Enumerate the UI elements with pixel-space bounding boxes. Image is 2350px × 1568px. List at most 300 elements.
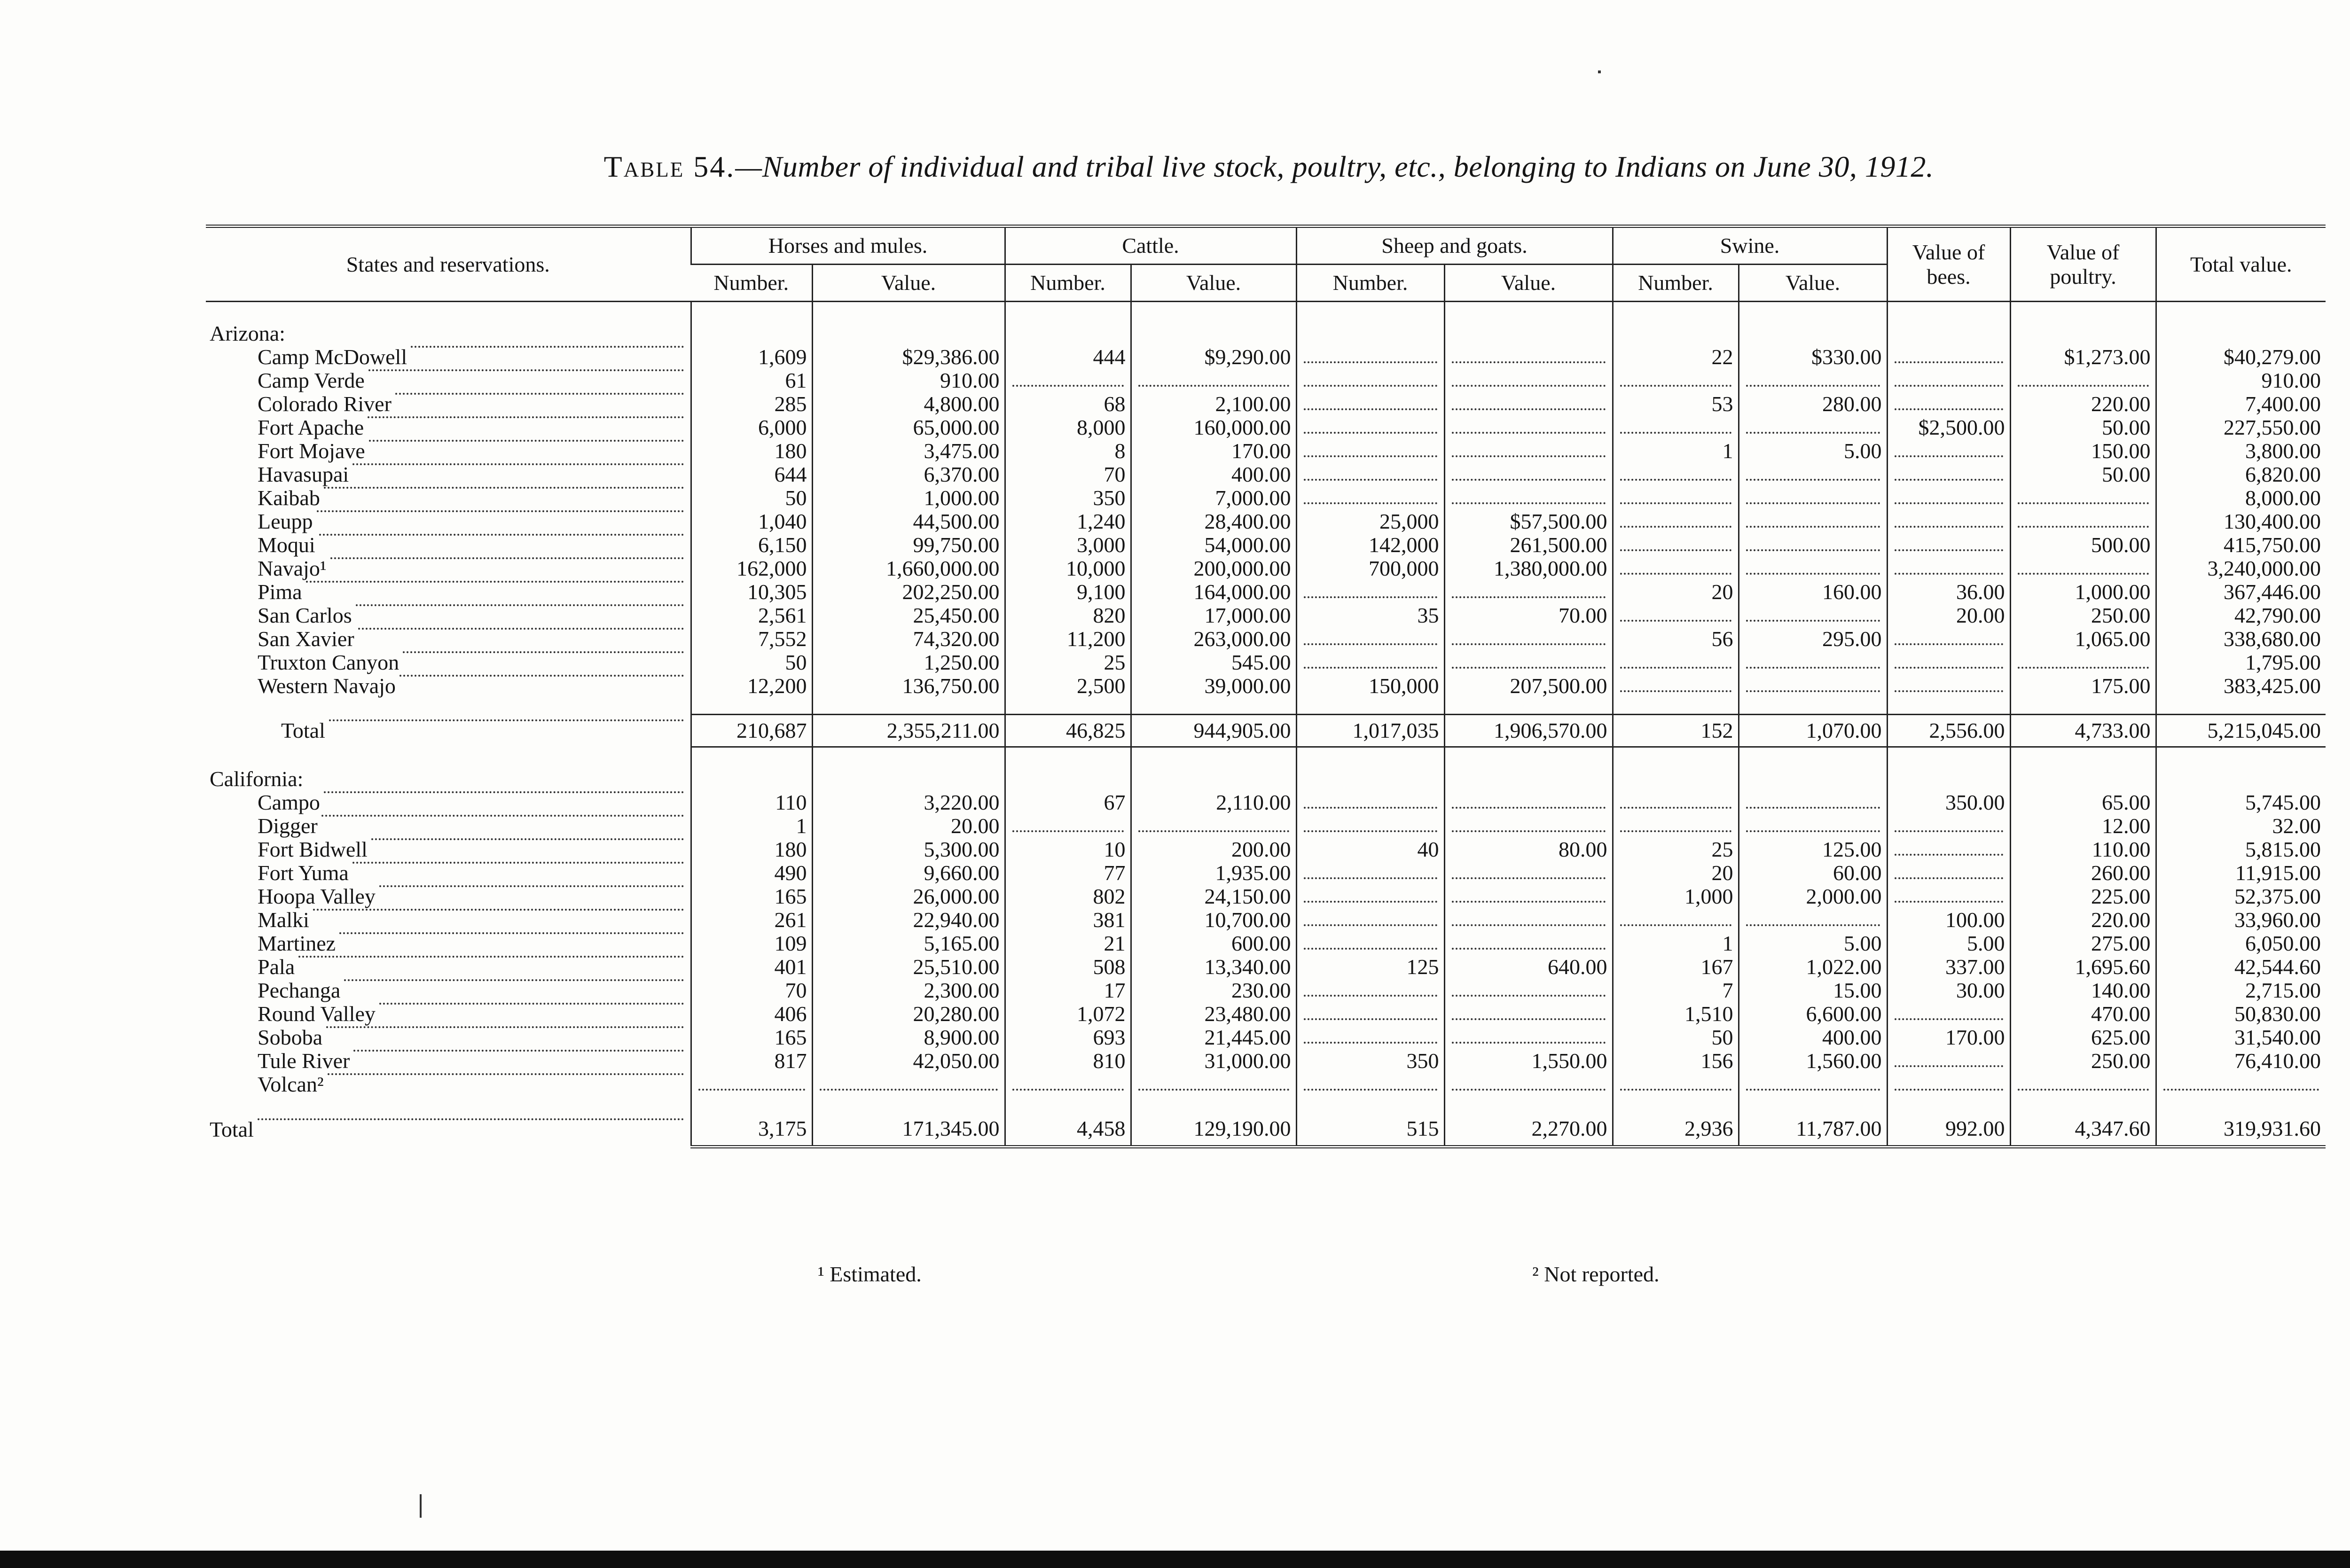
table-cell xyxy=(1444,463,1613,486)
empty-dots xyxy=(1012,830,1124,832)
table-cell xyxy=(1444,318,1613,345)
empty-dots xyxy=(1895,830,2003,832)
empty-dots xyxy=(1746,619,1880,622)
table-cell: 500.00 xyxy=(2010,533,2156,557)
row-label xyxy=(206,955,691,979)
leader-dots xyxy=(319,533,684,536)
table-cell: 80.00 xyxy=(1444,838,1613,861)
table-cell: 70.00 xyxy=(1444,604,1613,627)
table-cell: 5,215,045.00 xyxy=(2156,715,2326,747)
table-cell xyxy=(1296,1073,1444,1096)
table-cell: 170.00 xyxy=(1887,1026,2010,1049)
table-cell xyxy=(1739,369,1887,392)
table-cell: 129,190.00 xyxy=(1131,1112,1296,1147)
table-cell xyxy=(2156,318,2326,345)
leader-dots xyxy=(344,979,683,981)
table-cell xyxy=(1739,674,1887,698)
table-cell xyxy=(2010,557,2156,580)
empty-dots xyxy=(1304,924,1437,926)
table-cell xyxy=(1296,764,1444,791)
table-cell xyxy=(1613,604,1739,627)
spacer-row xyxy=(206,747,2326,764)
table-cell: 285 xyxy=(691,392,812,416)
table-title xyxy=(0,149,2350,184)
reservation-name: Hoopa Valley xyxy=(258,885,376,908)
table-cell xyxy=(1444,698,1613,715)
empty-dots xyxy=(1746,572,1880,575)
table-cell xyxy=(2010,698,2156,715)
table-cell: 171,345.00 xyxy=(812,1112,1005,1147)
table-row xyxy=(206,486,2326,510)
empty-dots xyxy=(1746,1088,1880,1091)
table-cell: 165 xyxy=(691,1026,812,1049)
table-cell: 8,000.00 xyxy=(2156,486,2326,510)
table-cell xyxy=(1739,557,1887,580)
table-row xyxy=(206,557,2326,580)
empty-dots xyxy=(1452,994,1606,997)
table-cell xyxy=(1887,318,2010,345)
table-cell: 1,000.00 xyxy=(2010,580,2156,604)
col-header-number: Number. xyxy=(1613,265,1739,302)
table-cell: 5.00 xyxy=(1739,932,1887,955)
table-cell: 2,300.00 xyxy=(812,979,1005,1002)
table-cell xyxy=(1005,369,1131,392)
table-cell xyxy=(1444,627,1613,651)
table-cell: $1,273.00 xyxy=(2010,345,2156,369)
table-cell xyxy=(2156,698,2326,715)
empty-dots xyxy=(2018,525,2149,528)
empty-dots xyxy=(1304,361,1437,363)
table-cell: 31,000.00 xyxy=(1131,1049,1296,1073)
table-cell: 1,550.00 xyxy=(1444,1049,1613,1073)
table-cell: 693 xyxy=(1005,1026,1131,1049)
table-cell xyxy=(1613,1073,1739,1096)
reservation-name: Pechanga xyxy=(258,979,341,1002)
row-label xyxy=(206,1096,691,1112)
table-number: Table 54. xyxy=(603,150,736,183)
leader-dots xyxy=(371,838,684,840)
table-cell xyxy=(2010,1073,2156,1096)
table-cell: 11,915.00 xyxy=(2156,861,2326,885)
table-cell: 150.00 xyxy=(2010,439,2156,463)
reservation-name: Fort Yuma xyxy=(258,861,349,885)
col-header-horses: Horses and mules. xyxy=(691,226,1005,265)
table-cell: 65.00 xyxy=(2010,791,2156,814)
table-cell: 110 xyxy=(691,791,812,814)
table-cell xyxy=(1613,908,1739,932)
row-label xyxy=(206,1002,691,1026)
table-cell: 6,150 xyxy=(691,533,812,557)
table-cell xyxy=(1444,580,1613,604)
table-cell: 7,552 xyxy=(691,627,812,651)
table-cell xyxy=(1296,861,1444,885)
empty-dots xyxy=(1620,431,1731,434)
table-cell xyxy=(1739,814,1887,838)
table-cell: 944,905.00 xyxy=(1131,715,1296,747)
table-cell xyxy=(1131,302,1296,319)
table-row xyxy=(206,861,2326,885)
table-cell: 910.00 xyxy=(2156,369,2326,392)
empty-dots xyxy=(1304,877,1437,879)
row-label xyxy=(206,747,691,764)
table-cell xyxy=(2010,651,2156,674)
table-cell: 30.00 xyxy=(1887,979,2010,1002)
table-cell xyxy=(1739,764,1887,791)
empty-dots xyxy=(1304,666,1437,669)
table-cell xyxy=(1887,1096,2010,1112)
table-cell xyxy=(1296,345,1444,369)
empty-dots xyxy=(2018,666,2149,669)
table-cell: $330.00 xyxy=(1739,345,1887,369)
table-cell: 39,000.00 xyxy=(1131,674,1296,698)
table-cell: 7,000.00 xyxy=(1131,486,1296,510)
empty-dots xyxy=(1304,502,1437,504)
table-cell: 32.00 xyxy=(2156,814,2326,838)
empty-dots xyxy=(1452,830,1606,832)
empty-dots xyxy=(1746,525,1880,528)
table-cell: 644 xyxy=(691,463,812,486)
row-label xyxy=(206,791,691,814)
table-cell xyxy=(1887,1002,2010,1026)
table-row xyxy=(206,1026,2326,1049)
table-cell xyxy=(1444,908,1613,932)
table-cell xyxy=(1005,318,1131,345)
reservation-name: Western Navajo xyxy=(258,674,396,698)
empty-dots xyxy=(1620,502,1731,504)
table-cell: 8 xyxy=(1005,439,1131,463)
empty-dots xyxy=(1138,1088,1289,1091)
empty-dots xyxy=(1746,806,1880,809)
table-cell: 2,556.00 xyxy=(1887,715,2010,747)
table-cell: 44,500.00 xyxy=(812,510,1005,533)
table-cell: 36.00 xyxy=(1887,580,2010,604)
row-label xyxy=(206,416,691,439)
table-cell: 337.00 xyxy=(1887,955,2010,979)
table-row xyxy=(206,510,2326,533)
table-cell: 65,000.00 xyxy=(812,416,1005,439)
row-label xyxy=(206,1073,691,1096)
table-cell: 160,000.00 xyxy=(1131,416,1296,439)
table-cell: 7,400.00 xyxy=(2156,392,2326,416)
table-cell: 125.00 xyxy=(1739,838,1887,861)
table-cell: 12.00 xyxy=(2010,814,2156,838)
table-cell xyxy=(1005,764,1131,791)
table-cell xyxy=(1296,302,1444,319)
table-cell: 9,660.00 xyxy=(812,861,1005,885)
empty-dots xyxy=(1620,1088,1731,1091)
table-cell: 42,544.60 xyxy=(2156,955,2326,979)
table-cell xyxy=(2010,764,2156,791)
table-cell: 23,480.00 xyxy=(1131,1002,1296,1026)
empty-dots xyxy=(1304,994,1437,997)
reservation-name: Digger xyxy=(258,814,318,838)
table-cell: 11,787.00 xyxy=(1739,1112,1887,1147)
table-cell: 70 xyxy=(1005,463,1131,486)
table-body xyxy=(206,302,2326,1147)
empty-dots xyxy=(1452,947,1606,950)
col-header-sheep: Sheep and goats. xyxy=(1296,226,1613,265)
empty-dots xyxy=(1620,690,1731,692)
state-row-california xyxy=(206,764,2326,791)
scan-edge xyxy=(0,1551,2350,1568)
table-cell: $29,386.00 xyxy=(812,345,1005,369)
table-cell: 25,000 xyxy=(1296,510,1444,533)
reservation-name: Colorado River xyxy=(258,392,392,416)
table-cell: 10,305 xyxy=(691,580,812,604)
livestock-table xyxy=(206,225,2326,1148)
table-cell xyxy=(812,747,1005,764)
table-cell: 2,561 xyxy=(691,604,812,627)
empty-dots xyxy=(1895,877,2003,879)
table-cell xyxy=(1739,318,1887,345)
table-cell xyxy=(691,764,812,791)
leader-dots xyxy=(368,416,683,418)
table-row xyxy=(206,1073,2326,1096)
table-cell: 25,510.00 xyxy=(812,955,1005,979)
table-cell xyxy=(812,1096,1005,1112)
table-row xyxy=(206,1002,2326,1026)
table-cell: 401 xyxy=(691,955,812,979)
table-row xyxy=(206,463,2326,486)
table-row xyxy=(206,416,2326,439)
leader-dots xyxy=(324,486,684,489)
table-cell: 99,750.00 xyxy=(812,533,1005,557)
table-cell: 220.00 xyxy=(2010,908,2156,932)
table-cell: 1,065.00 xyxy=(2010,627,2156,651)
table-cell: 50 xyxy=(691,486,812,510)
reservation-name: Soboba xyxy=(258,1026,322,1049)
table-cell xyxy=(1296,392,1444,416)
table-cell xyxy=(1005,1073,1131,1096)
table-row xyxy=(206,791,2326,814)
table-cell xyxy=(1739,1073,1887,1096)
table-cell xyxy=(1444,345,1613,369)
table-cell: 1,000 xyxy=(1613,885,1739,908)
table-cell xyxy=(691,698,812,715)
empty-dots xyxy=(1895,361,2003,363)
table-cell xyxy=(1444,979,1613,1002)
table-cell: 415,750.00 xyxy=(2156,533,2326,557)
table-cell xyxy=(1131,814,1296,838)
leader-dots xyxy=(328,1073,684,1075)
table-cell: 53 xyxy=(1613,392,1739,416)
table-cell: 1,070.00 xyxy=(1739,715,1887,747)
table-cell: 4,458 xyxy=(1005,1112,1131,1147)
table-cell xyxy=(1296,463,1444,486)
table-cell xyxy=(2010,747,2156,764)
table-row xyxy=(206,908,2326,932)
table-cell: 2,000.00 xyxy=(1739,885,1887,908)
empty-dots xyxy=(1895,408,2003,410)
table-cell xyxy=(1739,791,1887,814)
empty-dots xyxy=(1452,643,1606,645)
reservation-name: Total xyxy=(210,1117,254,1141)
row-label xyxy=(206,318,691,345)
leader-dots xyxy=(339,932,683,934)
empty-dots xyxy=(1452,431,1606,434)
empty-dots xyxy=(1304,431,1437,434)
table-cell: 2,110.00 xyxy=(1131,791,1296,814)
reservation-name: Round Valley xyxy=(258,1002,376,1026)
reservation-name: Fort Apache xyxy=(258,416,364,439)
table-cell: 70 xyxy=(691,979,812,1002)
col-header-value: Value. xyxy=(812,265,1005,302)
table-cell: 68 xyxy=(1005,392,1131,416)
row-label xyxy=(206,345,691,369)
table-cell: 7 xyxy=(1613,979,1739,1002)
table-cell xyxy=(1131,369,1296,392)
table-cell: 1,072 xyxy=(1005,1002,1131,1026)
table-cell xyxy=(2156,1096,2326,1112)
empty-dots xyxy=(1452,596,1606,598)
table-cell xyxy=(1296,1002,1444,1026)
table-cell: 164,000.00 xyxy=(1131,580,1296,604)
row-label xyxy=(206,604,691,627)
reservation-name: Tule River xyxy=(258,1049,350,1073)
empty-dots xyxy=(1895,690,2003,692)
table-cell xyxy=(1296,486,1444,510)
table-cell: 910.00 xyxy=(812,369,1005,392)
table-cell: 13,340.00 xyxy=(1131,955,1296,979)
table-cell xyxy=(1887,463,2010,486)
empty-dots xyxy=(1746,478,1880,481)
table-cell: 1,250.00 xyxy=(812,651,1005,674)
table-cell xyxy=(1296,908,1444,932)
table-cell: 150,000 xyxy=(1296,674,1444,698)
table-cell: 140.00 xyxy=(2010,979,2156,1002)
table-cell xyxy=(2010,369,2156,392)
table-cell xyxy=(1613,674,1739,698)
empty-dots xyxy=(1452,455,1606,457)
empty-dots xyxy=(1620,924,1731,926)
reservation-name: San Xavier xyxy=(258,627,354,651)
empty-dots xyxy=(1452,666,1606,669)
spacer-row xyxy=(206,698,2326,715)
reservation-name: Volcan² xyxy=(258,1073,324,1096)
leader-dots xyxy=(329,719,684,721)
table-cell: 26,000.00 xyxy=(812,885,1005,908)
row-label xyxy=(206,764,691,791)
table-cell xyxy=(1296,979,1444,1002)
table-cell xyxy=(1131,1096,1296,1112)
table-cell xyxy=(1444,764,1613,791)
table-cell: 180 xyxy=(691,838,812,861)
table-cell: 250.00 xyxy=(2010,1049,2156,1073)
row-label xyxy=(206,1112,691,1147)
row-label xyxy=(206,463,691,486)
empty-dots xyxy=(1012,1088,1124,1091)
table-cell xyxy=(1444,791,1613,814)
table-cell: 10,000 xyxy=(1005,557,1131,580)
table-cell: 1,022.00 xyxy=(1739,955,1887,979)
reservation-name: Camp Verde xyxy=(258,369,365,392)
table-cell xyxy=(1887,698,2010,715)
table-cell xyxy=(1444,1096,1613,1112)
table-cell: 5,165.00 xyxy=(812,932,1005,955)
table-cell: 11,200 xyxy=(1005,627,1131,651)
empty-dots xyxy=(1012,384,1124,387)
table-cell: 367,446.00 xyxy=(2156,580,2326,604)
table-cell xyxy=(1739,1096,1887,1112)
table-cell: 1,906,570.00 xyxy=(1444,715,1613,747)
table-cell xyxy=(1296,1096,1444,1112)
table-cell xyxy=(1887,1049,2010,1073)
table-cell: 162,000 xyxy=(691,557,812,580)
empty-dots xyxy=(1746,924,1880,926)
table-cell: 3,475.00 xyxy=(812,439,1005,463)
table-cell xyxy=(1296,369,1444,392)
spacer-row xyxy=(206,302,2326,319)
col-header-cattle: Cattle. xyxy=(1005,226,1296,265)
table-cell xyxy=(1131,318,1296,345)
table-cell: 992.00 xyxy=(1887,1112,2010,1147)
table-cell: 338,680.00 xyxy=(2156,627,2326,651)
table-cell: 21,445.00 xyxy=(1131,1026,1296,1049)
table-cell: 820 xyxy=(1005,604,1131,627)
table-cell: 42,050.00 xyxy=(812,1049,1005,1073)
table-row xyxy=(206,674,2326,698)
reservation-name: Leupp xyxy=(258,510,313,533)
table-cell: 200,000.00 xyxy=(1131,557,1296,580)
row-label xyxy=(206,932,691,955)
empty-dots xyxy=(1452,900,1606,903)
table-cell xyxy=(1613,318,1739,345)
empty-dots xyxy=(1304,478,1437,481)
empty-dots xyxy=(1620,666,1731,669)
table-cell: 470.00 xyxy=(2010,1002,2156,1026)
table-cell: 227,550.00 xyxy=(2156,416,2326,439)
leader-dots xyxy=(395,392,684,395)
table-cell: 600.00 xyxy=(1131,932,1296,955)
spacer-row xyxy=(206,1096,2326,1112)
table-cell xyxy=(1444,747,1613,764)
table-cell: 5,815.00 xyxy=(2156,838,2326,861)
table-cell: 175.00 xyxy=(2010,674,2156,698)
reservation-name: Truxton Canyon xyxy=(258,651,400,674)
table-cell xyxy=(1739,604,1887,627)
table-cell: 1,240 xyxy=(1005,510,1131,533)
table-cell xyxy=(1131,1073,1296,1096)
total-row-arizona xyxy=(206,715,2326,747)
table-cell xyxy=(1005,747,1131,764)
empty-dots xyxy=(1452,1018,1606,1020)
col-header-value: Value. xyxy=(1739,265,1887,302)
table-row xyxy=(206,604,2326,627)
table-cell: 31,540.00 xyxy=(2156,1026,2326,1049)
table-cell: 6,000 xyxy=(691,416,812,439)
col-header-states: States and reservations. xyxy=(206,226,691,302)
table-cell xyxy=(1444,302,1613,319)
table-cell xyxy=(1613,814,1739,838)
col-header-poultry: Value of poultry. xyxy=(2010,226,2156,302)
empty-dots xyxy=(2018,384,2149,387)
table-cell: 25,450.00 xyxy=(812,604,1005,627)
table-cell xyxy=(1613,533,1739,557)
table-cell xyxy=(1613,698,1739,715)
table-cell: 2,100.00 xyxy=(1131,392,1296,416)
table-cell xyxy=(1444,1026,1613,1049)
table-cell: 625.00 xyxy=(2010,1026,2156,1049)
table-cell xyxy=(1613,764,1739,791)
table-cell xyxy=(1296,747,1444,764)
table-caption: —Number of individual and tribal live stock, poultry, etc., belonging to Indians on June 30, 1912. xyxy=(735,150,1934,183)
table-cell xyxy=(1444,1002,1613,1026)
row-label xyxy=(206,838,691,861)
leader-dots xyxy=(326,1026,684,1028)
table-cell: 6,050.00 xyxy=(2156,932,2326,955)
table-cell xyxy=(1296,651,1444,674)
table-cell xyxy=(1444,651,1613,674)
